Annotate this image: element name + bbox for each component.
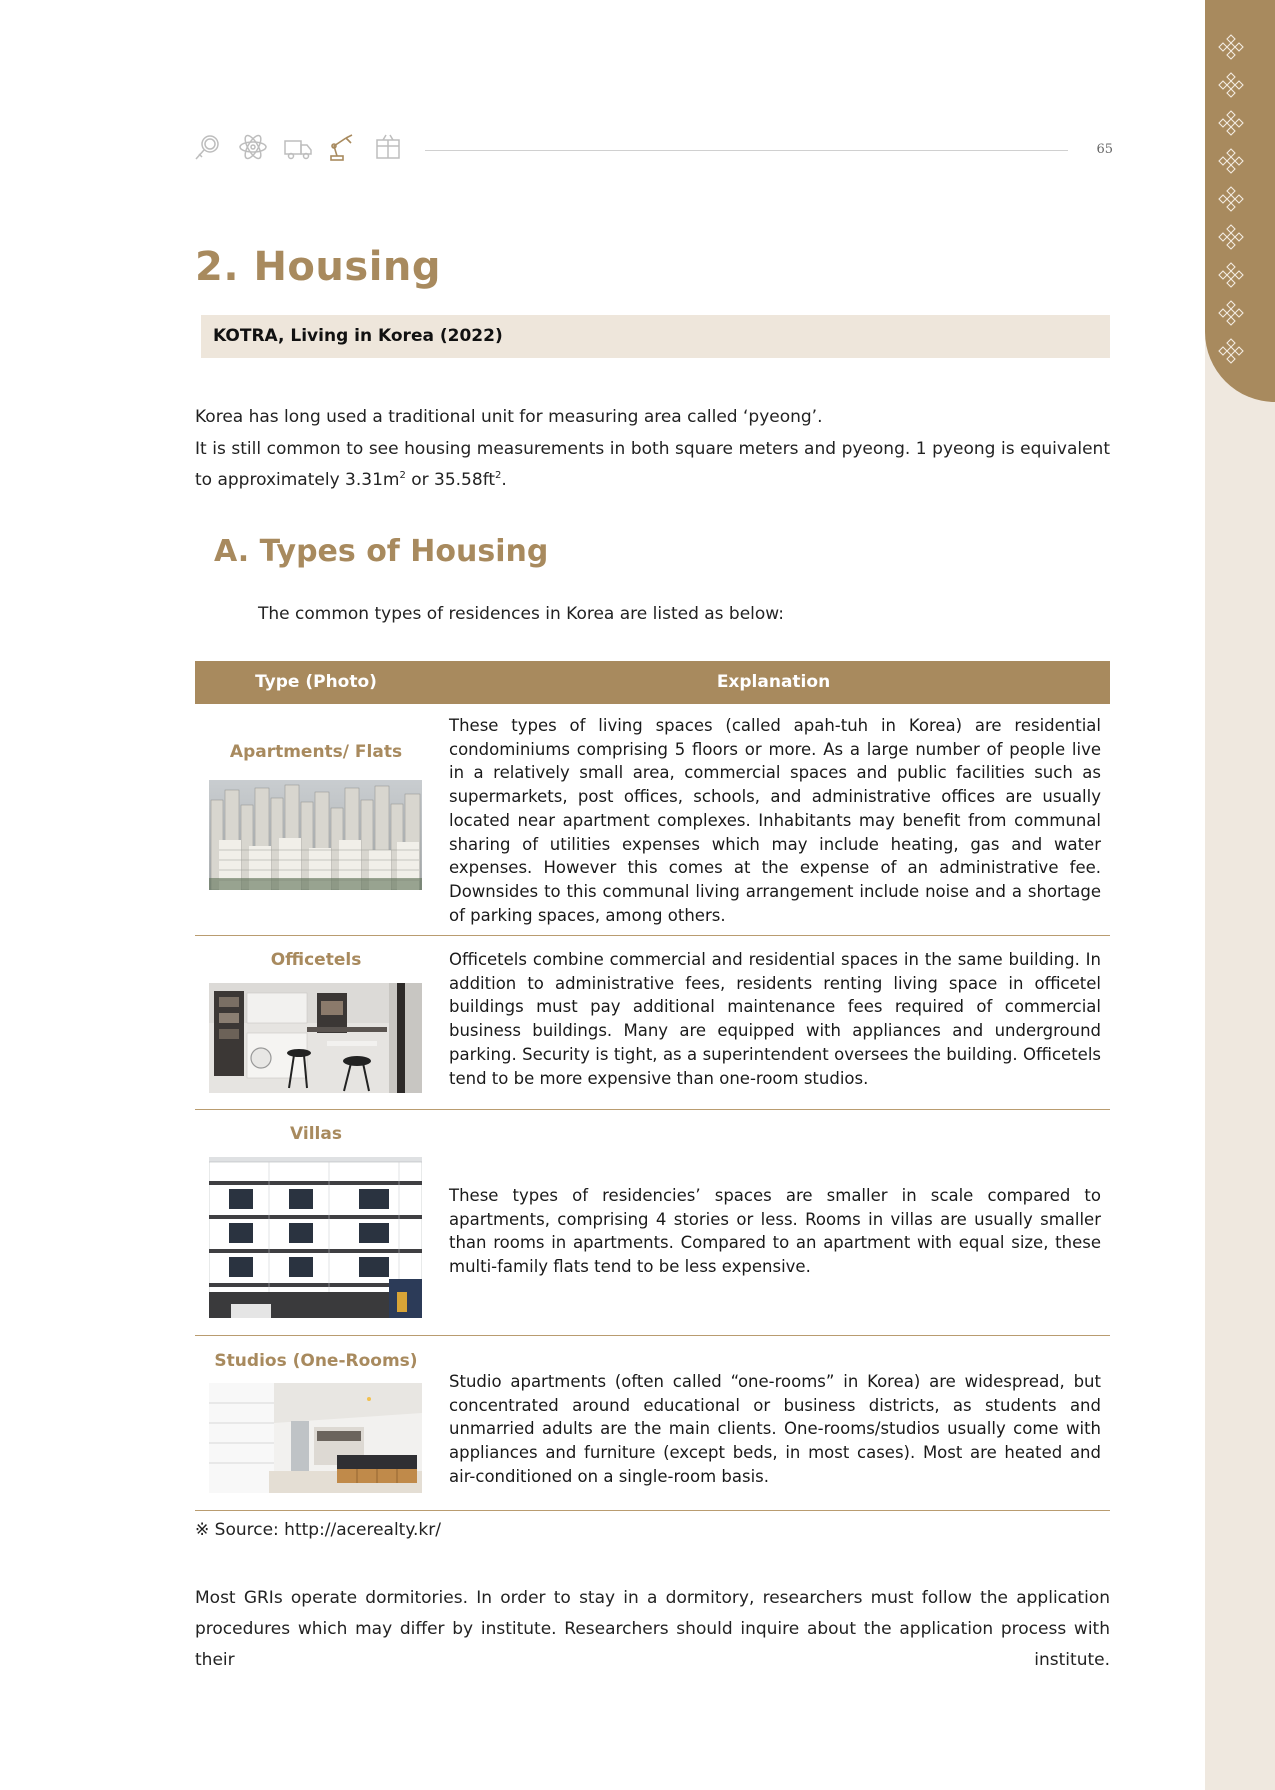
page-number: 65 [1096, 142, 1113, 157]
header-type: Type (Photo) [255, 672, 377, 692]
type-explanation: These types of residencies’ spaces are smaller in scale compared to apartments, comprising 4 stories or less. Rooms in villas are usually smaller than rooms in apartments. Compared to an apartment with equal size, these multi-family flats tend to be less expensive. [449, 1186, 1101, 1277]
section-title: 2. Housing [195, 244, 442, 290]
ornament-icon [1218, 300, 1244, 326]
intro-text [195, 402, 1110, 497]
type-explanation: Officetels combine commercial and residential spaces in the same building. In addition to administrative fees, residents renting living space in officetel buildings must pay additional maintenance fees required of commercial business buildings. Many are equipped with appliances and underground parking. Security is tight, as a superintendent oversees the building. Officetels tend to be more expensive than one-room studios. [449, 950, 1101, 1088]
type-explanation: These types of living spaces (called apah-tuh in Korea) are residential condominiums comprising 5 floors or more. As a large number of people live in a relatively small area, commercial spaces and public facilities such as supermarkets, post offices, schools, and administrative offices are usually located near apartment complexes. Inhabitants may benefit from communal sharing of utilities expenses which may include heating, gas and water expenses. However this comes at the expense of an administrative fee. Downsides to this communal living arrangement include noise and a shortage of parking spaces, among others. [449, 716, 1101, 925]
box-icon [373, 132, 403, 162]
studios-photo [209, 1383, 422, 1493]
header-rule [425, 150, 1068, 151]
type-label: Officetels [270, 950, 362, 970]
ornament-icon [1218, 224, 1244, 250]
table-header [195, 661, 1110, 704]
header-icons [193, 132, 403, 164]
magnifier-icon [193, 132, 223, 162]
robot-arm-icon [328, 132, 358, 162]
ornament-icon [1218, 262, 1244, 288]
table-row [195, 936, 1110, 1110]
intro-paragraph-2: It is still common to see housing measurements in both square meters and pyeong. 1 pyeong is equivalent to approximately $3.31m^2$ or $35.58ft^2$. [195, 438, 1110, 490]
lead-text: The common types of residences in Korea are listed as below: [258, 604, 785, 624]
source-note: ※ Source: http://acerealty.kr/ [195, 1520, 441, 1540]
header-explanation: Explanation [716, 672, 831, 692]
ornament-icon [1218, 148, 1244, 174]
truck-icon [283, 132, 313, 162]
type-explanation: Studio apartments (often called “one-rooms” in Korea) are widespread, but concentrated around educational or business districts, as students and unmarried adults are the main clients. One-rooms/studios usually come with appliances and furniture (except beds, in most cases). Most are heated and air-conditioned on a single-room basis. [449, 1372, 1101, 1486]
apartments-photo [209, 780, 422, 890]
table-row [195, 704, 1110, 936]
source-box: KOTRA, Living in Korea (2022) [201, 315, 1110, 358]
ornament-icon [1218, 110, 1244, 136]
housing-types-table [195, 661, 1110, 1511]
villas-photo [209, 1157, 422, 1318]
outro-text: Most GRIs operate dormitories. In order to stay in a dormitory, researchers must follow the application procedures which may differ by institute. Researchers should inquire about the application process with their institute. [195, 1588, 1110, 1670]
atom-icon [238, 132, 268, 162]
type-label: Apartments/ Flats [229, 742, 403, 762]
intro-paragraph-1: Korea has long used a traditional unit for measuring area called ‘pyeong’. [195, 407, 823, 427]
subsection-title: A. Types of Housing [214, 534, 549, 569]
ornament-icon [1218, 34, 1244, 60]
officetels-photo [209, 983, 422, 1093]
table-row [195, 1110, 1110, 1336]
type-label: Studios (One-Rooms) [214, 1351, 418, 1371]
ornament-icon [1218, 186, 1244, 212]
table-row [195, 1336, 1110, 1511]
ornament-icon [1218, 338, 1244, 364]
ornament-icon [1218, 72, 1244, 98]
type-label: Villas [290, 1124, 342, 1144]
